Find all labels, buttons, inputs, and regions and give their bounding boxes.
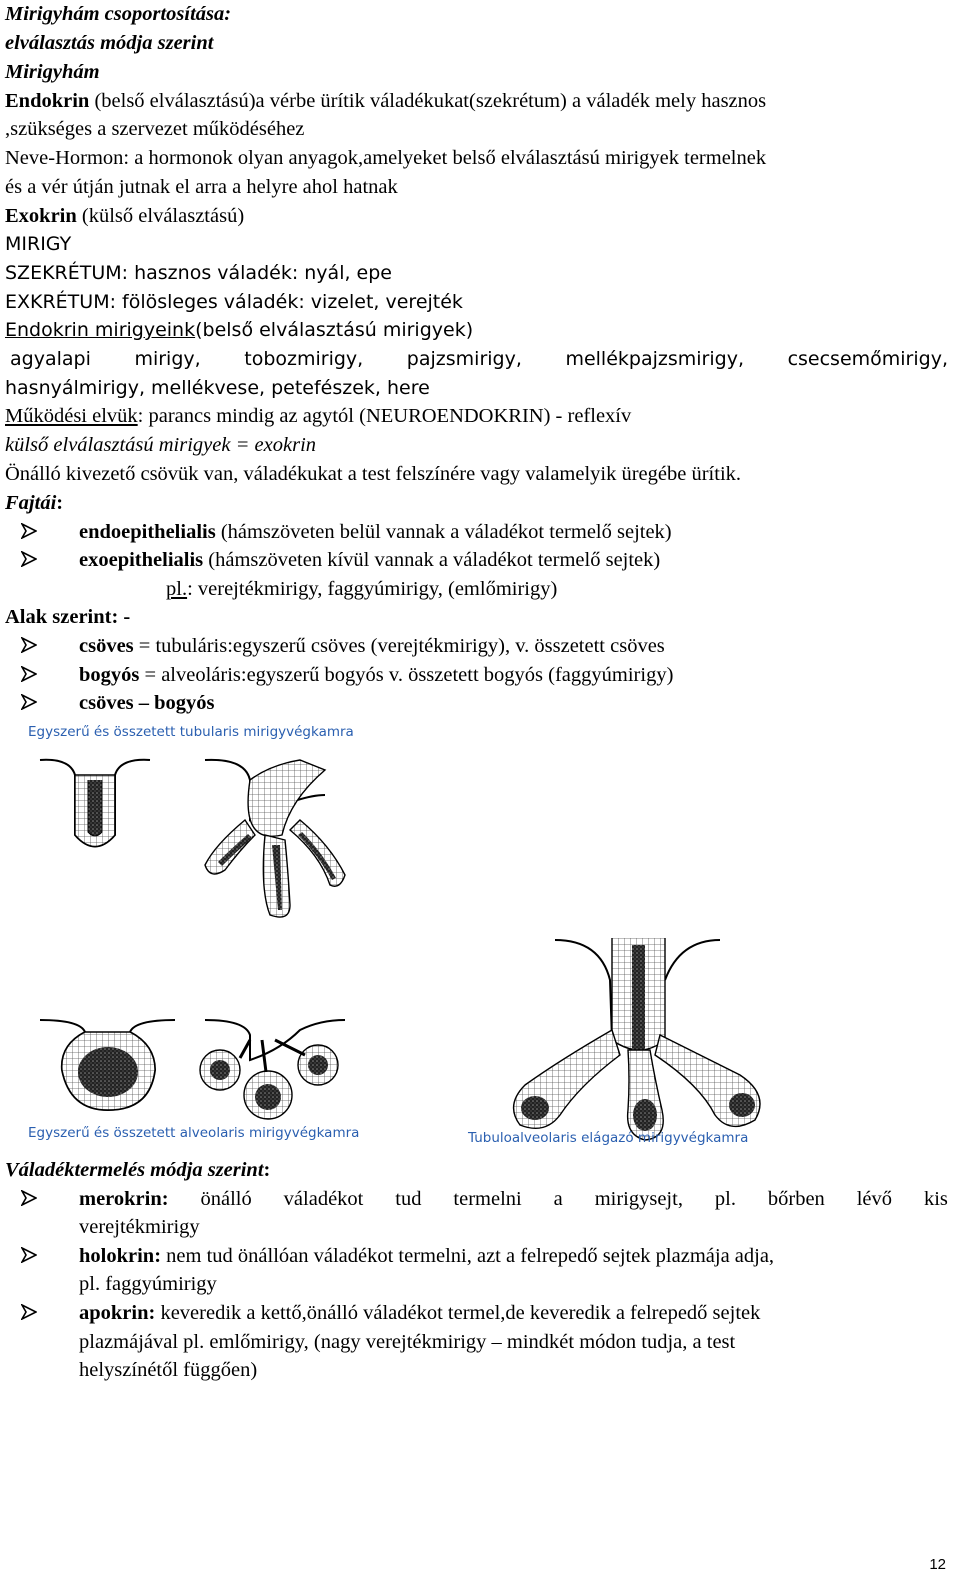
endokrin-line-3: Neve-Hormon: a hormonok olyan anyagok,amelyeket belső elválasztású mirigyek termelnek	[5, 147, 767, 169]
word: a	[553, 1188, 563, 1210]
mukodesi-underlined: Működési elvük	[5, 405, 138, 427]
bullet-arrow-icon	[5, 1301, 75, 1325]
fajtai-item-1	[79, 520, 950, 544]
gland-diagrams	[0, 740, 960, 1150]
valadek-item-3-desc: keveredik a kettő,önálló váladékot termel,de keveredik a felrepedő sejtek	[155, 1302, 761, 1324]
title-line-3: Mirigyhám	[5, 61, 100, 83]
endokrin-line-4: és a vér útján jutnak el arra a helyre ahol hatnak	[5, 176, 398, 198]
compound-tubular-gland	[205, 760, 345, 917]
fajtai-item-1-term: endoepithelialis	[79, 521, 216, 543]
fajtai-item-1-desc: (hámszöveten belül vannak a váladékot termelő sejtek)	[215, 521, 672, 543]
caption-tubular: Egyszerű és összetett tubularis mirigyvégkamra	[28, 724, 354, 740]
onallo-line: Önálló kivezető csövük van, váladékukat a test felszínére vagy valamelyik üregébe ürítik.	[5, 463, 742, 485]
bullet-arrow-icon	[5, 1244, 75, 1268]
pl-line	[166, 577, 950, 601]
exokrin-line	[5, 204, 950, 228]
caption-alveolar: Egyszerű és összetett alveolaris mirigyvégkamra	[28, 1125, 360, 1141]
bullet-arrow-icon	[5, 1187, 75, 1211]
word: önálló	[200, 1188, 252, 1210]
endokrin-list-line-2: hasnyálmirigy, mellékvese, petefészek, here	[5, 377, 430, 399]
alak-item-1-desc: = tubuláris:egyszerű csöves (verejtékmirigy), v. összetett csöves	[133, 635, 665, 657]
alak-heading: Alak szerint: -	[5, 606, 131, 628]
title-line-2: elválasztás módja szerint	[5, 32, 214, 54]
alak-item-3-term: csöves – bogyós	[79, 692, 215, 714]
simple-tubular-gland	[40, 760, 150, 847]
mirigy-line: MIRIGY	[5, 233, 72, 255]
valadek-item-3-term: apokrin:	[79, 1302, 156, 1324]
word: mellékpajzsmirigy,	[565, 348, 744, 370]
fajtai-item-2-term: exoepithelialis	[79, 549, 204, 571]
kulso-line: külső elválasztású mirigyek = exokrin	[5, 434, 317, 456]
valadek-item-2-line-1	[79, 1244, 950, 1268]
word: kis	[923, 1188, 948, 1210]
bullet-arrow-icon	[5, 520, 75, 544]
pl-underlined: pl.	[166, 578, 188, 600]
endokrin-line-2: ,szükséges a szervezet működéséhez	[5, 118, 305, 140]
bullet-arrow-icon	[5, 691, 75, 715]
word: bőrben	[767, 1188, 825, 1210]
caption-tubuloalveolar: Tubuloalveolaris elágazó mirigyvégkamra	[468, 1130, 749, 1146]
endokrin-list-heading	[5, 318, 950, 342]
valadek-heading-text: Váladéktermelés módja szerint	[5, 1159, 264, 1181]
alak-item-2-desc: = alveoláris:egyszerű bogyós v. összetett bogyós (faggyúmirigy)	[139, 664, 674, 686]
word: mirigy,	[134, 348, 201, 370]
word: lévő	[856, 1188, 893, 1210]
bullet-arrow-icon	[5, 663, 75, 687]
fajtai-item-2-desc: (hámszöveten kívül vannak a váladékot termelő sejtek)	[203, 549, 661, 571]
word: tud	[395, 1188, 422, 1210]
valadek-item-3-line-2: plazmájával pl. emlőmirigy, (nagy verejtékmirigy – mindkét módon tudja, a test	[79, 1331, 736, 1353]
word: pl.	[714, 1188, 736, 1210]
word: tobozmirigy,	[244, 348, 364, 370]
alak-item-1	[79, 634, 950, 658]
bullet-arrow-icon	[5, 548, 75, 572]
valadek-item-2-line-2: pl. faggyúmirigy	[79, 1273, 217, 1295]
fajtai-label: Fajtái	[5, 492, 57, 514]
exokrin-term: Exokrin	[5, 205, 77, 227]
endokrin-list-line-1	[10, 347, 948, 371]
page-number: 12	[929, 1556, 946, 1573]
mukodesi-rest: : parancs mindig az agytól (NEUROENDOKRIN) - reflexív	[137, 405, 632, 427]
fajtai-line	[5, 491, 950, 515]
valadek-heading	[5, 1158, 950, 1182]
alak-item-2	[79, 663, 950, 687]
valadek-item-3-line-1	[79, 1301, 950, 1325]
bullet-arrow-icon	[5, 634, 75, 658]
valadek-item-3-line-3: helyszínétől függően)	[79, 1359, 258, 1381]
tubuloalveolar-gland	[514, 938, 760, 1140]
pl-rest: : verejtékmirigy, faggyúmirigy, (emlőmirigy)	[187, 578, 558, 600]
valadek-item-2-desc: nem tud önállóan váladékot termelni, azt a felrepedő sejtek plazmája adja,	[161, 1245, 775, 1267]
word: termelni	[453, 1188, 522, 1210]
endokrin-desc: (belső elválasztású)a vérbe ürítik váladékukat(szekrétum) a váladék mely hasznos	[89, 90, 767, 112]
mukodesi-line	[5, 404, 950, 428]
word: pajzsmirigy,	[406, 348, 522, 370]
exokrin-desc: (külső elválasztású)	[76, 205, 245, 227]
endokrin-line-1	[5, 89, 950, 113]
valadek-item-1-term: merokrin:	[79, 1188, 169, 1210]
endokrin-list-heading-underlined: Endokrin mirigyeink	[5, 319, 196, 341]
fajtai-colon: :	[56, 492, 64, 514]
title-line-1: Mirigyhám csoportosítása:	[5, 3, 232, 25]
exkretum-line: EXKRÉTUM: fölösleges váladék: vizelet, verejték	[5, 291, 463, 313]
word: váladékot	[283, 1188, 364, 1210]
szekretum-line: SZEKRÉTUM: hasznos váladék: nyál, epe	[5, 262, 392, 284]
word: csecsemőmirigy,	[787, 348, 948, 370]
valadek-item-1-line-2: verejtékmirigy	[79, 1216, 200, 1238]
fajtai-item-2	[79, 548, 950, 572]
compound-alveolar-gland	[200, 1020, 345, 1119]
endokrin-list-heading-rest: (belső elválasztású mirigyek)	[195, 319, 474, 341]
word: agyalapi	[10, 348, 91, 370]
valadek-heading-colon: :	[263, 1159, 271, 1181]
alak-item-2-term: bogyós	[79, 664, 140, 686]
valadek-item-1-line-1	[79, 1187, 948, 1211]
alak-item-3	[79, 691, 950, 715]
alak-item-1-term: csöves	[79, 635, 134, 657]
word: mirigysejt,	[594, 1188, 683, 1210]
simple-alveolar-gland	[40, 1020, 175, 1110]
endokrin-term: Endokrin	[5, 90, 90, 112]
valadek-item-2-term: holokrin:	[79, 1245, 162, 1267]
